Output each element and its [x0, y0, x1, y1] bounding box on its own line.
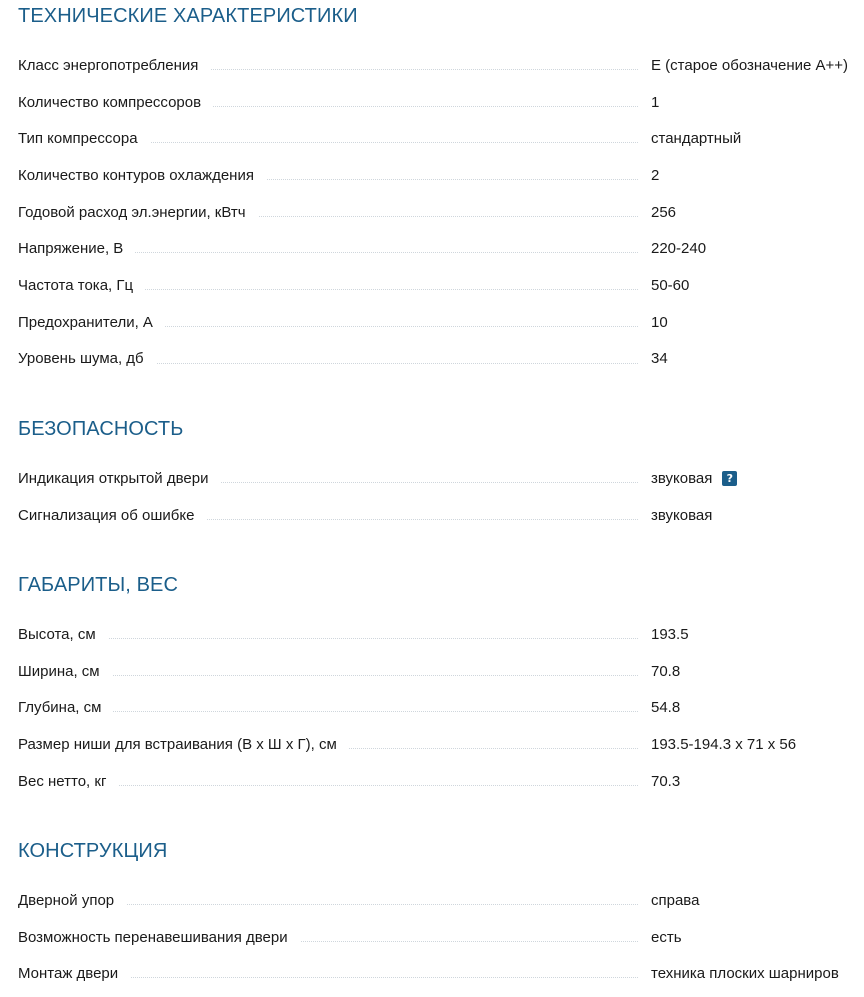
- spec-label: Напряжение, В: [18, 240, 135, 257]
- section-title: КОНСТРУКЦИЯ: [18, 840, 168, 862]
- section-construction: [18, 837, 864, 992]
- dotted-leader: [18, 638, 638, 639]
- spec-value: 193.5: [651, 625, 689, 643]
- spec-label: Тип компрессора: [18, 130, 150, 147]
- spec-row: [18, 726, 864, 763]
- spec-value: стандартный: [651, 130, 742, 148]
- section-title: ГАБАРИТЫ, ВЕС: [18, 574, 179, 596]
- spec-row: [18, 460, 864, 497]
- spec-value: E (старое обозначение A++): [651, 56, 849, 74]
- spec-row: [18, 304, 864, 341]
- question-mark-icon[interactable]: ?: [722, 471, 737, 486]
- section-technical: [18, 2, 864, 377]
- spec-row: [18, 882, 864, 919]
- spec-label: Высота, см: [18, 626, 108, 643]
- spec-label: Глубина, см: [18, 699, 113, 716]
- spec-row: [18, 267, 864, 304]
- spec-value: 54.8: [651, 699, 681, 717]
- section-title: БЕЗОПАСНОСТЬ: [18, 418, 184, 440]
- spec-row: [18, 689, 864, 726]
- spec-label: Количество контуров охлаждения: [18, 167, 266, 184]
- spec-value: 2: [651, 166, 660, 184]
- section-dimensions: [18, 571, 864, 799]
- spec-label: Класс энергопотребления: [18, 57, 210, 74]
- spec-label: Количество компрессоров: [18, 94, 213, 111]
- spec-row: [18, 955, 864, 992]
- spec-row: [18, 230, 864, 267]
- section-safety: [18, 415, 864, 533]
- spec-value: 256: [651, 203, 677, 221]
- spec-value: звуковая: [651, 469, 713, 487]
- spec-label: Уровень шума, дб: [18, 350, 156, 367]
- spec-value: 10: [651, 313, 668, 331]
- spec-row: [18, 84, 864, 121]
- spec-label: Сигнализация об ошибке: [18, 507, 206, 524]
- spec-row: [18, 763, 864, 800]
- spec-value: есть: [651, 928, 682, 946]
- section-title: ТЕХНИЧЕСКИЕ ХАРАКТЕРИСТИКИ: [18, 5, 358, 27]
- spec-label: Годовой расход эл.энергии, кВтч: [18, 204, 258, 221]
- spec-row: [18, 194, 864, 231]
- spec-label: Индикация открытой двери: [18, 470, 220, 487]
- spec-value: техника плоских шарниров: [651, 965, 839, 983]
- spec-value: 70.3: [651, 772, 681, 790]
- spec-value: звуковая: [651, 506, 713, 524]
- spec-value: 220-240: [651, 240, 707, 258]
- spec-label: Размер ниши для встраивания (В х Ш х Г), см: [18, 736, 349, 753]
- spec-row: [18, 341, 864, 378]
- spec-value: 34: [651, 350, 668, 368]
- spec-row: [18, 919, 864, 956]
- spec-label: Вес нетто, кг: [18, 773, 118, 790]
- spec-row: [18, 47, 864, 84]
- spec-label: Дверной упор: [18, 892, 126, 909]
- spec-row: [18, 653, 864, 690]
- spec-value: справа: [651, 891, 700, 909]
- spec-value: 193.5-194.3 x 71 x 56: [651, 735, 797, 753]
- spec-label: Монтаж двери: [18, 965, 130, 982]
- spec-value: 70.8: [651, 662, 681, 680]
- spec-label: Возможность перенавешивания двери: [18, 929, 300, 946]
- spec-row: [18, 120, 864, 157]
- spec-row: [18, 616, 864, 653]
- spec-label: Предохранители, А: [18, 314, 165, 331]
- spec-value: 1: [651, 93, 660, 111]
- spec-row: [18, 157, 864, 194]
- spec-label: Ширина, см: [18, 663, 112, 680]
- spec-label: Частота тока, Гц: [18, 277, 145, 294]
- spec-value: 50-60: [651, 276, 690, 294]
- spec-row: [18, 497, 864, 534]
